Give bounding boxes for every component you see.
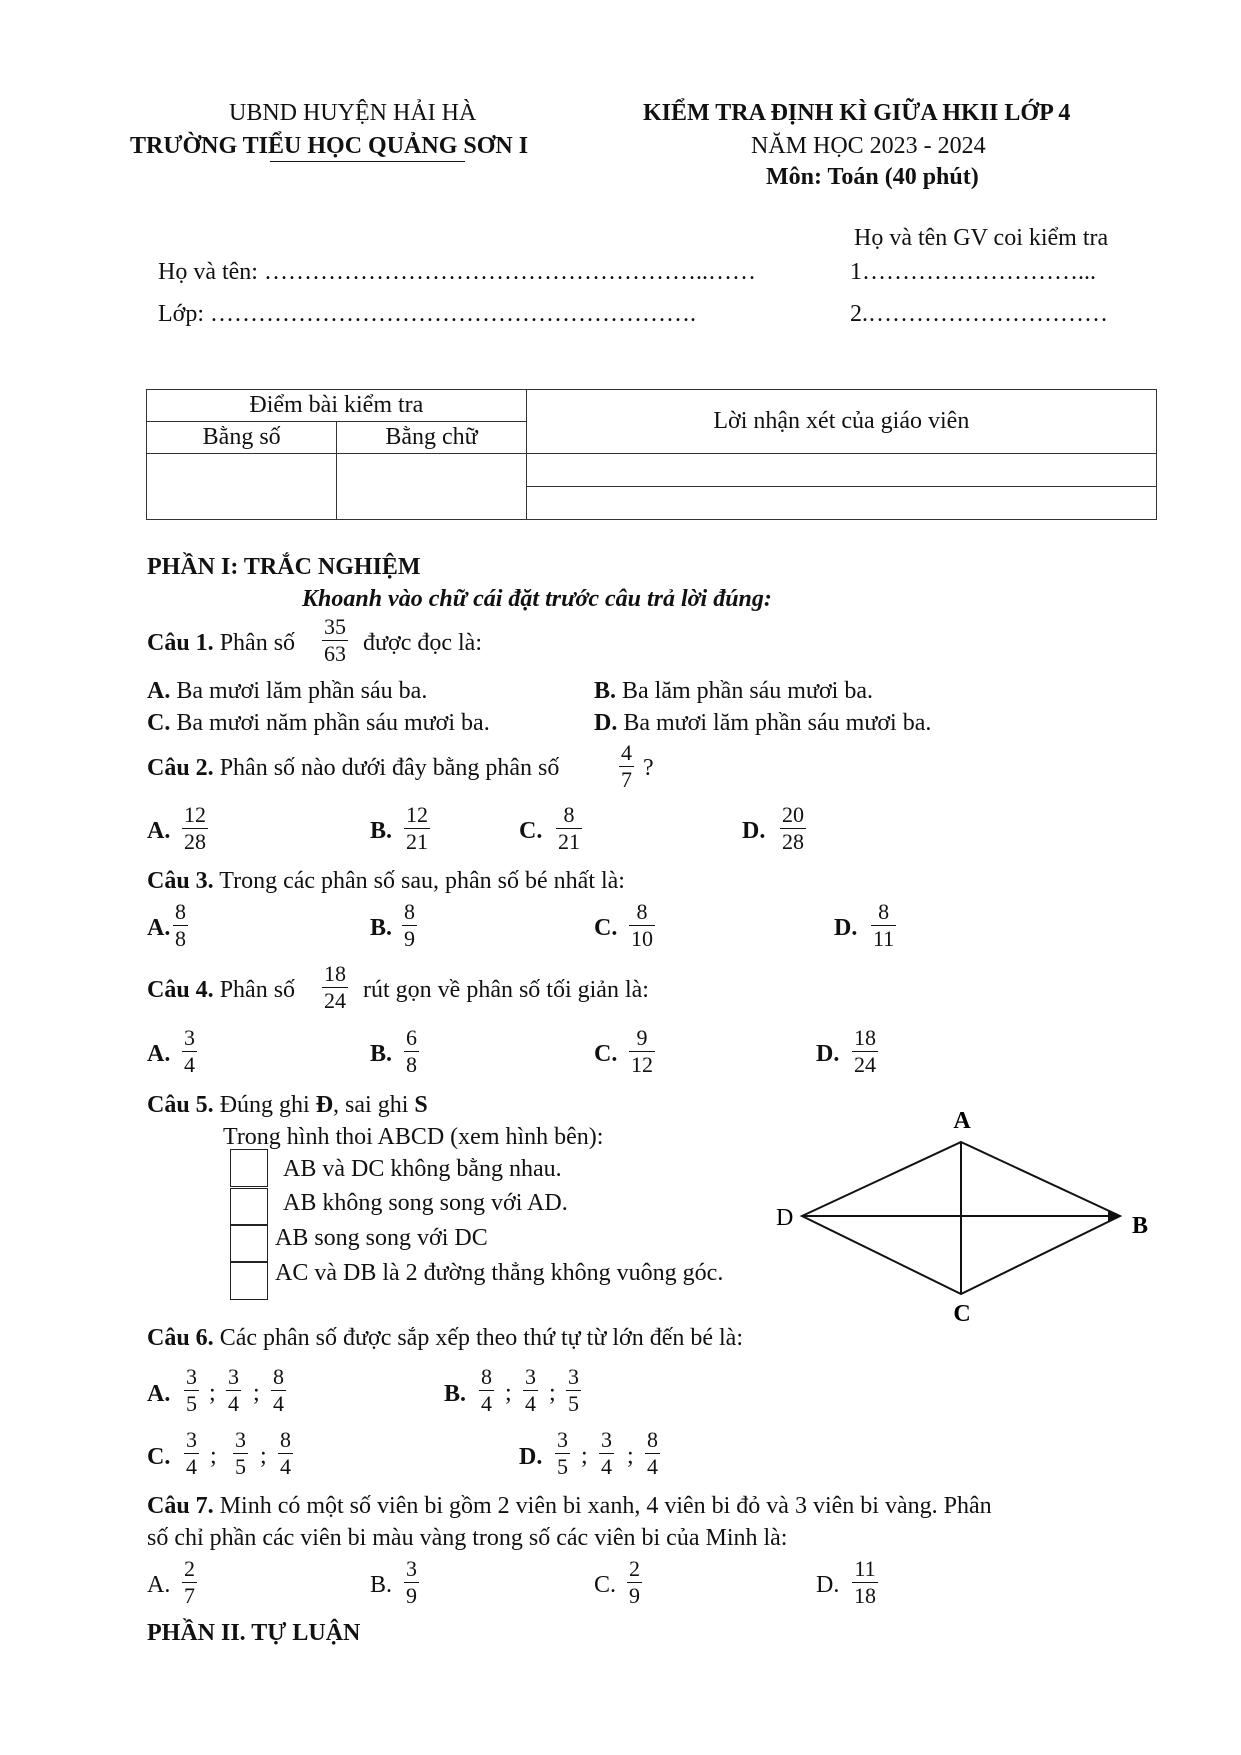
q6-d-fraction-1[interactable]: [555, 1427, 570, 1480]
q6-d-fraction-3[interactable]: [645, 1427, 660, 1480]
subject: Môn: Toán (40 phút): [766, 164, 979, 190]
numerator: 9: [636, 1025, 648, 1050]
denominator: 5: [235, 1454, 246, 1479]
q6-a-sep-1: ;: [209, 1380, 216, 1406]
district-name: UBND HUYỆN HẢI HÀ: [229, 100, 477, 126]
q3-stem: [147, 868, 625, 895]
q1-stem: [147, 630, 295, 657]
q6-option-d-letter[interactable]: D.: [519, 1444, 543, 1470]
denominator: 4: [228, 1391, 239, 1416]
q5-statement-2: AB không song song với AD.: [283, 1190, 568, 1216]
numerator: 8: [273, 1364, 284, 1389]
option-letter: B.: [594, 678, 617, 704]
score-by-number-header: Bằng số: [147, 422, 337, 454]
q4-option-b-fraction[interactable]: [404, 1025, 419, 1078]
comment-header: Lời nhận xét của giáo viên: [526, 390, 1156, 454]
numerator: 3: [184, 1025, 195, 1050]
q5-dung: Đ: [315, 1092, 334, 1118]
gv2-field[interactable]: 2.…………………………: [850, 301, 1108, 327]
q1-option-d[interactable]: [594, 710, 931, 737]
numerator: 35: [324, 614, 346, 639]
denominator: 9: [404, 926, 415, 951]
q6-c-fraction-2[interactable]: [233, 1427, 248, 1480]
q5-answer-box-4[interactable]: [230, 1262, 268, 1300]
q7-label: Câu 7.: [147, 1493, 214, 1519]
numerator: 3: [228, 1364, 239, 1389]
q7-option-d-letter[interactable]: D.: [816, 1572, 840, 1598]
numerator: 8: [563, 802, 575, 827]
q6-d-fraction-2[interactable]: [599, 1427, 614, 1480]
q5-stem: [147, 1092, 428, 1119]
q6-b-fraction-2[interactable]: [523, 1364, 538, 1417]
option-text: Ba mươi lăm phần sáu mươi ba.: [623, 710, 932, 736]
denominator: 4: [186, 1454, 197, 1479]
numerator: 8: [175, 899, 186, 924]
option-letter: C.: [147, 710, 171, 736]
denominator: 63: [324, 641, 346, 666]
denominator: 28: [184, 829, 206, 854]
denominator: 9: [629, 1583, 640, 1608]
score-by-number-cell[interactable]: [147, 454, 337, 520]
q2-option-c-fraction[interactable]: [556, 802, 582, 855]
q3-option-d-letter[interactable]: D.: [834, 915, 858, 941]
denominator: 12: [631, 1052, 653, 1077]
q4-text-before: Phân số: [219, 977, 296, 1003]
q1-text-after: được đọc là:: [363, 630, 482, 656]
denominator: 24: [854, 1052, 876, 1077]
school-name-underline: [270, 161, 465, 162]
q1-option-b[interactable]: [594, 678, 873, 705]
q6-b-sep-1: ;: [505, 1380, 512, 1406]
q6-c-fraction-3[interactable]: [278, 1427, 293, 1480]
q6-option-c-letter[interactable]: C.: [147, 1444, 171, 1470]
numerator: 8: [878, 899, 890, 924]
q3-option-b-letter[interactable]: B.: [370, 915, 393, 941]
q5-answer-box-1[interactable]: [230, 1149, 268, 1187]
q3-option-c-fraction[interactable]: [629, 899, 655, 952]
school-year: NĂM HỌC 2023 - 2024: [751, 133, 986, 159]
q4-option-d-fraction[interactable]: [852, 1025, 878, 1078]
student-name-field[interactable]: Họ và tên: ………………………………………………..……: [158, 259, 756, 285]
part2-title: PHẦN II. TỰ LUẬN: [147, 1620, 361, 1646]
q4-label: Câu 4.: [147, 977, 214, 1003]
q5-sai: S: [414, 1092, 428, 1118]
q1-label: Câu 1.: [147, 630, 214, 656]
q6-c-sep-2: ;: [260, 1443, 267, 1469]
q1-fraction: [322, 614, 348, 667]
q2-text: Phân số nào dưới đây bằng phân số: [219, 755, 560, 781]
denominator: 18: [854, 1583, 876, 1608]
q4-option-d-letter[interactable]: D.: [816, 1041, 840, 1067]
q3-option-c-letter[interactable]: C.: [594, 915, 618, 941]
q6-label: Câu 6.: [147, 1325, 214, 1351]
q6-c-fraction-1[interactable]: [184, 1427, 199, 1480]
q7-option-a-fraction[interactable]: [182, 1556, 197, 1609]
q3-option-a-letter[interactable]: A.: [147, 915, 171, 941]
numerator: 4: [621, 740, 632, 765]
q7-stem-line1: [147, 1493, 992, 1520]
part1-instruction: Khoanh vào chữ cái đặt trước câu trả lời đúng:: [302, 586, 772, 612]
q7-option-d-fraction[interactable]: [852, 1556, 878, 1609]
numerator: 3: [557, 1427, 568, 1452]
q3-option-b-fraction[interactable]: [402, 899, 417, 952]
q6-a-fraction-1[interactable]: [184, 1364, 199, 1417]
gv-title: Họ và tên GV coi kiểm tra: [854, 225, 1109, 251]
q6-a-fraction-3[interactable]: [271, 1364, 286, 1417]
vertex-b-label: B: [1132, 1213, 1149, 1239]
q2-option-b-fraction[interactable]: [404, 802, 430, 855]
option-letter: D.: [594, 710, 618, 736]
numerator: 3: [235, 1427, 246, 1452]
score-by-word-header: Bằng chữ: [337, 422, 526, 454]
numerator: 3: [525, 1364, 536, 1389]
option-text: Ba mươi lăm phần sáu ba.: [176, 678, 428, 704]
denominator: 7: [621, 767, 632, 792]
numerator: 3: [186, 1427, 197, 1452]
numerator: 8: [280, 1427, 291, 1452]
q2-option-a-letter[interactable]: A.: [147, 818, 171, 844]
q5-answer-box-2[interactable]: [230, 1188, 268, 1226]
q5-statement-3: AB song song với DC: [275, 1225, 488, 1251]
q2-stem: [147, 755, 559, 782]
numerator: 8: [636, 899, 648, 924]
q3-option-a-fraction[interactable]: [173, 899, 188, 952]
q5-text-a: Đúng ghi: [219, 1092, 310, 1118]
rhombus-abcd-figure: [770, 1100, 1150, 1325]
q5-statement-4: AC và DB là 2 đường thẳng không vuông góc.: [275, 1260, 724, 1286]
denominator: 4: [280, 1454, 291, 1479]
denominator: 24: [324, 988, 346, 1013]
numerator: 12: [406, 802, 428, 827]
q6-stem: [147, 1325, 743, 1352]
denominator: 4: [481, 1391, 492, 1416]
denominator: 4: [525, 1391, 536, 1416]
numerator: 3: [406, 1556, 417, 1581]
q4-fraction: [322, 961, 348, 1014]
numerator: 8: [404, 899, 415, 924]
q5-intro: Trong hình thoi ABCD (xem hình bên):: [223, 1124, 604, 1150]
exam-title: KIỂM TRA ĐỊNH KÌ GIỮA HKII LỚP 4: [643, 100, 1071, 126]
q1-text-before: Phân số: [219, 630, 296, 656]
score-by-word-cell[interactable]: [337, 454, 526, 520]
arrow-b: [1108, 1210, 1120, 1222]
numerator: 20: [782, 802, 804, 827]
comment-line-1[interactable]: [526, 454, 1156, 487]
q4-option-a-fraction[interactable]: [182, 1025, 197, 1078]
q6-b-sep-2: ;: [549, 1380, 556, 1406]
vertex-a-label: A: [953, 1108, 971, 1134]
denominator: 21: [406, 829, 428, 854]
denominator: 28: [782, 829, 804, 854]
denominator: 10: [631, 926, 653, 951]
denominator: 4: [184, 1052, 195, 1077]
numerator: 12: [184, 802, 206, 827]
q4-option-c-fraction[interactable]: [629, 1025, 655, 1078]
q5-statement-1: AB và DC không bằng nhau.: [283, 1156, 562, 1182]
option-letter: A.: [147, 678, 171, 704]
q3-text: Trong các phân số sau, phân số bé nhất là:: [219, 868, 625, 894]
school-name: TRƯỜNG TIỂU HỌC QUẢNG SƠN I: [130, 133, 529, 159]
q2-label: Câu 2.: [147, 755, 214, 781]
q2-question-mark: ?: [643, 755, 654, 781]
q4-option-a-letter[interactable]: A.: [147, 1041, 171, 1067]
q6-b-fraction-3[interactable]: [566, 1364, 581, 1417]
q3-label: Câu 3.: [147, 868, 214, 894]
part1-title: PHẦN I: TRẮC NGHIỆM: [147, 554, 421, 580]
numerator: 3: [601, 1427, 612, 1452]
numerator: 2: [184, 1556, 195, 1581]
numerator: 3: [186, 1364, 197, 1389]
q2-option-a-fraction[interactable]: [182, 802, 208, 855]
q7-stem-line2: số chỉ phần các viên bi màu vàng trong số các viên bi của Minh là:: [147, 1525, 788, 1551]
q6-option-b-letter[interactable]: B.: [444, 1381, 467, 1407]
q7-option-c-letter[interactable]: C.: [594, 1572, 617, 1598]
q2-option-d-fraction[interactable]: [780, 802, 806, 855]
denominator: 4: [273, 1391, 284, 1416]
vertex-c-label: C: [953, 1301, 971, 1325]
q5-answer-box-3[interactable]: [230, 1224, 268, 1262]
denominator: 11: [873, 926, 895, 951]
q5-label: Câu 5.: [147, 1092, 214, 1118]
numerator: 3: [568, 1364, 579, 1389]
q7-option-a-letter[interactable]: A.: [147, 1572, 171, 1598]
denominator: 4: [647, 1454, 658, 1479]
q7-option-c-fraction[interactable]: [627, 1556, 642, 1609]
numerator: 2: [629, 1556, 640, 1581]
denominator: 7: [184, 1583, 195, 1608]
score-table: [146, 389, 1157, 520]
q1-option-a[interactable]: [147, 678, 427, 705]
score-header: Điểm bài kiểm tra: [147, 390, 527, 422]
numerator: 18: [854, 1025, 876, 1050]
q5-text-b: , sai ghi: [333, 1092, 409, 1118]
denominator: 5: [186, 1391, 197, 1416]
q3-option-d-fraction[interactable]: [871, 899, 896, 952]
class-field[interactable]: Lớp: …………………………………………………….: [158, 301, 697, 327]
q6-text: Các phân số được sắp xếp theo thứ tự từ lớn đến bé là:: [219, 1325, 743, 1351]
q7-option-b-letter[interactable]: B.: [370, 1572, 393, 1598]
q6-option-a-letter[interactable]: A.: [147, 1381, 171, 1407]
q6-a-sep-2: ;: [253, 1380, 260, 1406]
numerator: 8: [647, 1427, 658, 1452]
q6-a-fraction-2[interactable]: [226, 1364, 241, 1417]
q4-option-b-letter[interactable]: B.: [370, 1041, 393, 1067]
vertex-d-label: D: [776, 1205, 794, 1231]
q1-option-c[interactable]: [147, 710, 490, 737]
option-text: Ba lăm phần sáu mươi ba.: [622, 678, 873, 704]
numerator: 6: [406, 1025, 417, 1050]
comment-line-2[interactable]: [526, 487, 1156, 520]
option-text: Ba mươi năm phần sáu mươi ba.: [176, 710, 490, 736]
q6-b-fraction-1[interactable]: [479, 1364, 494, 1417]
denominator: 5: [557, 1454, 568, 1479]
denominator: 8: [175, 926, 186, 951]
q6-d-sep-1: ;: [581, 1443, 588, 1469]
q2-fraction: [619, 740, 634, 793]
q2-option-d-letter[interactable]: D.: [742, 818, 766, 844]
denominator: 5: [568, 1391, 579, 1416]
denominator: 21: [558, 829, 580, 854]
numerator: 11: [854, 1556, 876, 1581]
q7-option-b-fraction[interactable]: [404, 1556, 419, 1609]
numerator: 18: [324, 961, 346, 986]
q4-option-c-letter[interactable]: C.: [594, 1041, 618, 1067]
q6-d-sep-2: ;: [627, 1443, 634, 1469]
q7-line1: Minh có một số viên bi gồm 2 viên bi xanh, 4 viên bi đỏ và 3 viên bi vàng. Phân: [219, 1493, 992, 1519]
denominator: 8: [406, 1052, 417, 1077]
q2-option-b-letter[interactable]: B.: [370, 818, 393, 844]
q2-option-c-letter[interactable]: C.: [519, 818, 543, 844]
denominator: 9: [406, 1583, 417, 1608]
q6-c-sep-1: ;: [210, 1443, 217, 1469]
gv1-field[interactable]: 1………………………...: [850, 259, 1096, 285]
q4-stem: [147, 977, 295, 1004]
q4-text-after: rút gọn về phân số tối giản là:: [363, 977, 649, 1003]
denominator: 4: [601, 1454, 612, 1479]
numerator: 8: [481, 1364, 492, 1389]
